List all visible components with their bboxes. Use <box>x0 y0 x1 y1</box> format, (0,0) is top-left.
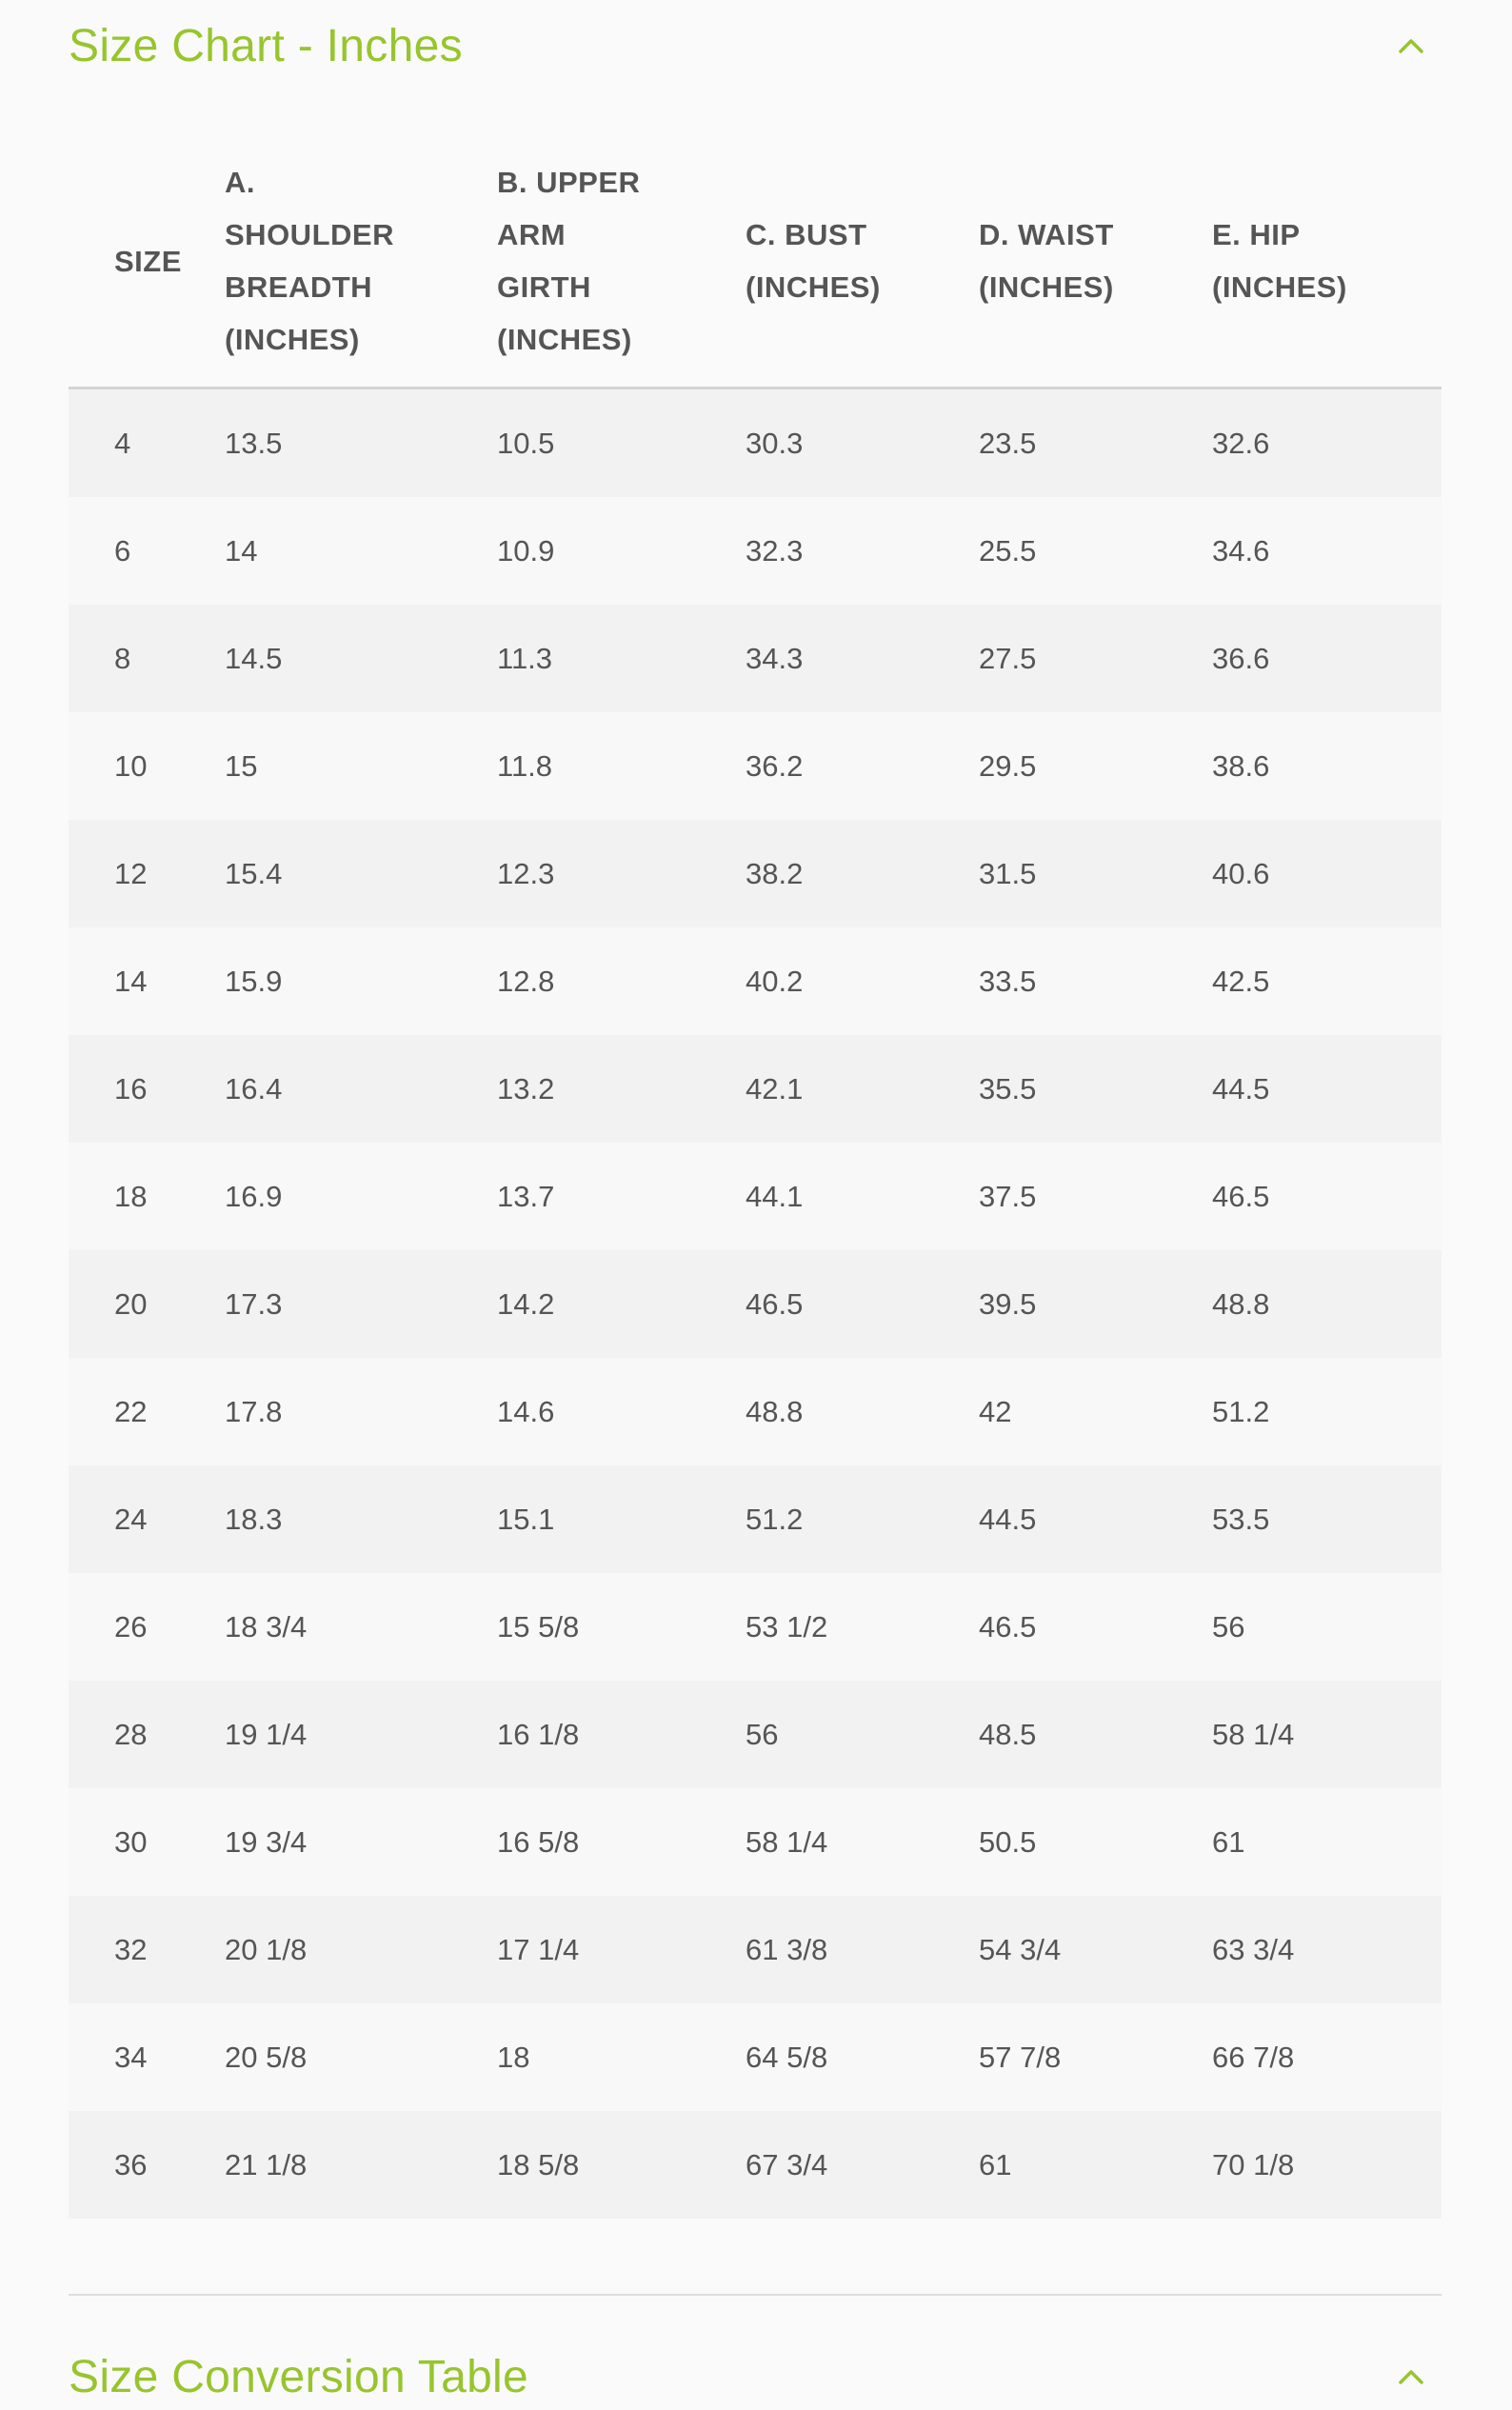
table-cell: 67 3/4 <box>746 2111 979 2219</box>
table-cell: 14 <box>69 927 225 1035</box>
size-chart-table <box>69 133 1442 2219</box>
table-cell: 10 <box>69 712 225 820</box>
table-row <box>69 712 1442 820</box>
table-cell: 18 <box>69 1143 225 1250</box>
table-cell: 37.5 <box>979 1143 1212 1250</box>
table-cell: 18 <box>497 2003 746 2111</box>
header-line: (INCHES) <box>225 323 360 356</box>
header-line: (INCHES) <box>746 270 881 304</box>
table-cell: 51.2 <box>1212 1358 1442 1465</box>
table-cell: 34 <box>69 2003 225 2111</box>
table-cell: 12 <box>69 820 225 927</box>
table-cell: 15.9 <box>225 927 497 1035</box>
table-cell: 48.8 <box>746 1358 979 1465</box>
table-cell: 18.3 <box>225 1465 497 1573</box>
table-cell: 28 <box>69 1681 225 1788</box>
table-cell: 21 1/8 <box>225 2111 497 2219</box>
table-row <box>69 820 1442 927</box>
table-cell: 57 7/8 <box>979 2003 1212 2111</box>
table-cell: 46.5 <box>1212 1143 1442 1250</box>
table-cell: 26 <box>69 1573 225 1681</box>
table-cell: 12.8 <box>497 927 746 1035</box>
column-header-waist <box>979 133 1212 388</box>
size-conversion-header[interactable] <box>69 2343 1442 2410</box>
table-cell: 58 1/4 <box>1212 1681 1442 1788</box>
table-cell: 56 <box>1212 1573 1442 1681</box>
table-cell: 20 <box>69 1250 225 1358</box>
table-cell: 36.6 <box>1212 605 1442 712</box>
table-cell: 34.6 <box>1212 497 1442 605</box>
table-cell: 25.5 <box>979 497 1212 605</box>
table-cell: 48.8 <box>1212 1250 1442 1358</box>
table-cell: 70 1/8 <box>1212 2111 1442 2219</box>
table-cell: 38.6 <box>1212 712 1442 820</box>
table-cell: 15 5/8 <box>497 1573 746 1681</box>
table-cell: 16 5/8 <box>497 1788 746 1896</box>
header-line: B. UPPER <box>497 166 641 199</box>
table-cell: 19 1/4 <box>225 1681 497 1788</box>
table-cell: 29.5 <box>979 712 1212 820</box>
table-row <box>69 605 1442 712</box>
table-cell: 12.3 <box>497 820 746 927</box>
table-body <box>69 388 1442 2220</box>
header-line: ARM <box>497 218 567 251</box>
header-line: SHOULDER <box>225 218 394 251</box>
table-row <box>69 1681 1442 1788</box>
size-chart-table-wrapper <box>69 133 1442 2219</box>
table-row <box>69 1896 1442 2003</box>
table-cell: 44.5 <box>979 1465 1212 1573</box>
table-cell: 20 5/8 <box>225 2003 497 2111</box>
table-cell: 14.6 <box>497 1358 746 1465</box>
table-cell: 16 <box>69 1035 225 1143</box>
table-cell: 44.1 <box>746 1143 979 1250</box>
table-cell: 61 <box>979 2111 1212 2219</box>
table-cell: 54 3/4 <box>979 1896 1212 2003</box>
table-cell: 46.5 <box>746 1250 979 1358</box>
header-line: D. WAIST <box>979 218 1114 251</box>
table-cell: 34.3 <box>746 605 979 712</box>
table-cell: 32.3 <box>746 497 979 605</box>
table-cell: 39.5 <box>979 1250 1212 1358</box>
table-cell: 13.5 <box>225 388 497 498</box>
table-cell: 63 3/4 <box>1212 1896 1442 2003</box>
table-cell: 10.9 <box>497 497 746 605</box>
table-cell: 18 3/4 <box>225 1573 497 1681</box>
table-cell: 16.9 <box>225 1143 497 1250</box>
header-line: C. BUST <box>746 218 867 251</box>
header-line: SIZE <box>114 244 182 278</box>
column-header-bust <box>746 133 979 388</box>
table-cell: 24 <box>69 1465 225 1573</box>
header-line: (INCHES) <box>497 323 632 356</box>
table-cell: 50.5 <box>979 1788 1212 1896</box>
header-line: GIRTH <box>497 270 591 304</box>
table-cell: 15 <box>225 712 497 820</box>
table-cell: 14 <box>225 497 497 605</box>
table-row <box>69 1788 1442 1896</box>
table-cell: 40.2 <box>746 927 979 1035</box>
table-cell: 33.5 <box>979 927 1212 1035</box>
table-row <box>69 1035 1442 1143</box>
table-cell: 11.3 <box>497 605 746 712</box>
table-cell: 30 <box>69 1788 225 1896</box>
table-row <box>69 1250 1442 1358</box>
table-cell: 56 <box>746 1681 979 1788</box>
table-cell: 48.5 <box>979 1681 1212 1788</box>
table-cell: 19 3/4 <box>225 1788 497 1896</box>
table-cell: 30.3 <box>746 388 979 498</box>
table-cell: 17 1/4 <box>497 1896 746 2003</box>
column-header-shoulder-breadth <box>225 133 497 388</box>
table-cell: 32.6 <box>1212 388 1442 498</box>
table-cell: 17.8 <box>225 1358 497 1465</box>
header-line: E. HIP <box>1212 218 1301 251</box>
table-cell: 20 1/8 <box>225 1896 497 2003</box>
table-cell: 15.1 <box>497 1465 746 1573</box>
table-cell: 35.5 <box>979 1035 1212 1143</box>
column-header-size <box>69 133 225 388</box>
table-cell: 14.2 <box>497 1250 746 1358</box>
table-cell: 42.5 <box>1212 927 1442 1035</box>
table-cell: 36 <box>69 2111 225 2219</box>
table-cell: 40.6 <box>1212 820 1442 927</box>
table-cell: 13.2 <box>497 1035 746 1143</box>
table-cell: 42.1 <box>746 1035 979 1143</box>
table-cell: 17.3 <box>225 1250 497 1358</box>
size-chart-header[interactable] <box>69 12 1442 79</box>
table-row <box>69 497 1442 605</box>
table-row <box>69 927 1442 1035</box>
table-cell: 16.4 <box>225 1035 497 1143</box>
table-cell: 13.7 <box>497 1143 746 1250</box>
column-header-hip <box>1212 133 1442 388</box>
table-cell: 38.2 <box>746 820 979 927</box>
table-cell: 11.8 <box>497 712 746 820</box>
table-cell: 16 1/8 <box>497 1681 746 1788</box>
header-line: BREADTH <box>225 270 373 304</box>
column-header-upper-arm-girth <box>497 133 746 388</box>
table-row <box>69 2111 1442 2219</box>
table-cell: 36.2 <box>746 712 979 820</box>
table-cell: 6 <box>69 497 225 605</box>
table-row <box>69 1573 1442 1681</box>
table-row <box>69 1143 1442 1250</box>
section-divider <box>69 2294 1442 2296</box>
table-row <box>69 1358 1442 1465</box>
table-cell: 53 1/2 <box>746 1573 979 1681</box>
table-cell: 22 <box>69 1358 225 1465</box>
table-cell: 51.2 <box>746 1465 979 1573</box>
table-cell: 61 <box>1212 1788 1442 1896</box>
chevron-up-icon[interactable] <box>1390 25 1432 67</box>
table-cell: 18 5/8 <box>497 2111 746 2219</box>
table-cell: 61 3/8 <box>746 1896 979 2003</box>
table-cell: 4 <box>69 388 225 498</box>
header-line: (INCHES) <box>979 270 1114 304</box>
table-cell: 44.5 <box>1212 1035 1442 1143</box>
table-cell: 64 5/8 <box>746 2003 979 2111</box>
table-cell: 8 <box>69 605 225 712</box>
table-row <box>69 388 1442 498</box>
table-header-row <box>69 133 1442 388</box>
table-cell: 14.5 <box>225 605 497 712</box>
table-cell: 53.5 <box>1212 1465 1442 1573</box>
table-cell: 10.5 <box>497 388 746 498</box>
table-cell: 15.4 <box>225 820 497 927</box>
section-title: Size Chart - Inches <box>69 20 463 71</box>
header-line: A. <box>225 166 255 199</box>
table-cell: 42 <box>979 1358 1212 1465</box>
section-title: Size Conversion Table <box>69 2351 529 2402</box>
table-row <box>69 2003 1442 2111</box>
table-cell: 23.5 <box>979 388 1212 498</box>
table-cell: 66 7/8 <box>1212 2003 1442 2111</box>
header-line: (INCHES) <box>1212 270 1347 304</box>
table-cell: 32 <box>69 1896 225 2003</box>
table-row <box>69 1465 1442 1573</box>
table-cell: 31.5 <box>979 820 1212 927</box>
table-cell: 58 1/4 <box>746 1788 979 1896</box>
chevron-up-icon[interactable] <box>1390 2356 1432 2398</box>
table-cell: 46.5 <box>979 1573 1212 1681</box>
table-cell: 27.5 <box>979 605 1212 712</box>
